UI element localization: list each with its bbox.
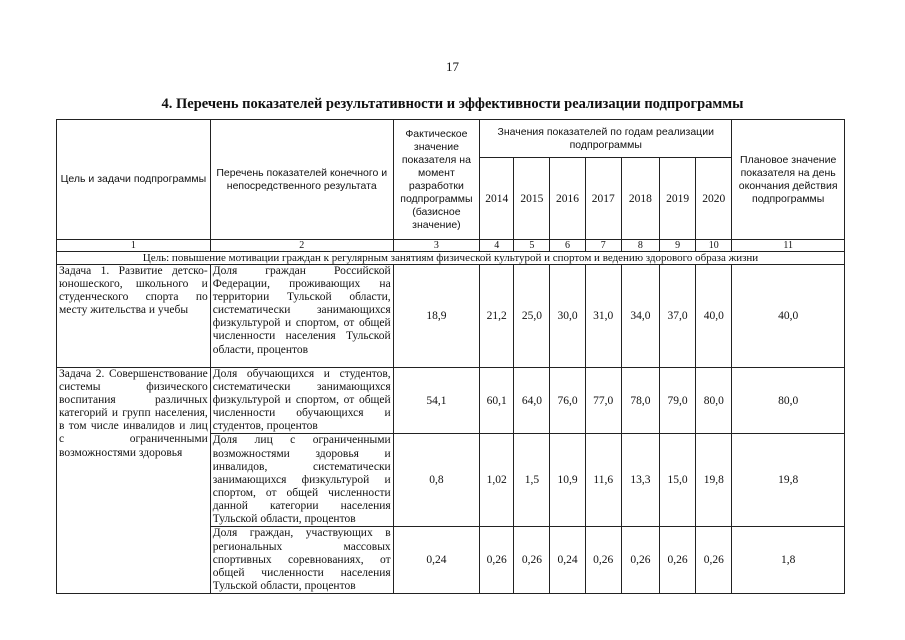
header-year: 2016 [550,158,585,240]
column-numbers-row [57,240,845,252]
header-year: 2019 [660,158,696,240]
column-number: 8 [621,240,659,252]
year-value-cell: 19,8 [696,434,732,527]
column-number: 6 [550,240,585,252]
year-value-cell: 77,0 [585,368,621,434]
header-actual-value: Фактическое значение показателя на момент разработки подпрограммы (базисное значение) [393,120,479,240]
table-row [57,265,845,368]
year-value-cell: 76,0 [550,368,585,434]
year-value-cell: 37,0 [660,265,696,368]
year-value-cell: 1,02 [480,434,514,527]
page-number: 17 [446,59,459,74]
actual-value-cell: 0,8 [393,434,479,527]
table-row [57,368,845,434]
year-value-cell: 25,0 [514,265,550,368]
planned-value-cell: 80,0 [732,368,845,434]
year-value-cell: 30,0 [550,265,585,368]
header-indicators: Перечень показателей конечного и непосредственного результата [210,120,393,240]
column-number: 3 [393,240,479,252]
year-value-cell: 1,5 [514,434,550,527]
indicator-cell: Доля обучающихся и студентов, систематически занимающихся физкультурой и спортом, от общей численности обучающихся и студентов, процентов [210,368,393,434]
column-number: 11 [732,240,845,252]
planned-value-cell: 19,8 [732,434,845,527]
year-value-cell: 0,26 [480,527,514,593]
header-planned-value: Плановое значение показателя на день окончания действия подпрограммы [732,120,845,240]
year-value-cell: 0,24 [550,527,585,593]
year-value-cell: 60,1 [480,368,514,434]
indicator-cell: Доля граждан, участвующих в региональных массовых спортивных соревнованиях, от общей численности населения Тульской области, процентов [210,527,393,593]
header-goal-tasks: Цель и задачи подпрограммы [57,120,211,240]
year-value-cell: 34,0 [621,265,659,368]
year-value-cell: 0,26 [660,527,696,593]
year-value-cell: 80,0 [696,368,732,434]
indicator-cell: Доля лиц с ограниченными возможностями здоровья и инвалидов, систематически занимающихся физкультурой и спортом, от общей численности данной категории населения Тульской области, процентов [210,434,393,527]
year-value-cell: 0,26 [514,527,550,593]
header-year: 2020 [696,158,732,240]
actual-value-cell: 54,1 [393,368,479,434]
year-value-cell: 78,0 [621,368,659,434]
goal-row: Цель: повышение мотивации граждан к регулярным занятиям физической культурой и спортом и ведению здорового образа жизни [57,252,845,265]
planned-value-cell: 1,8 [732,527,845,593]
year-value-cell: 40,0 [696,265,732,368]
year-value-cell: 31,0 [585,265,621,368]
header-year: 2018 [621,158,659,240]
year-value-cell: 0,26 [585,527,621,593]
indicators-table [56,119,845,594]
year-value-cell: 0,26 [696,527,732,593]
indicator-cell: Доля граждан Российской Федерации, проживающих на территории Тульской области, систематически занимающихся физкультурой и спортом, от общей численности населения Тульской области, процентов [210,265,393,368]
column-number: 9 [660,240,696,252]
planned-value-cell: 40,0 [732,265,845,368]
year-value-cell: 11,6 [585,434,621,527]
year-value-cell: 21,2 [480,265,514,368]
column-number: 10 [696,240,732,252]
header-year: 2015 [514,158,550,240]
actual-value-cell: 18,9 [393,265,479,368]
header-year: 2017 [585,158,621,240]
column-number: 4 [480,240,514,252]
year-value-cell: 79,0 [660,368,696,434]
task-cell: Задача 1. Развитие детско-юношеского, школьного и студенческого спорта по месту жительства и учебы [57,265,211,368]
year-value-cell: 64,0 [514,368,550,434]
year-value-cell: 13,3 [621,434,659,527]
column-number: 7 [585,240,621,252]
section-title: 4. Перечень показателей результативности и эффективности реализации подпрограммы [161,96,744,112]
header-year: 2014 [480,158,514,240]
actual-value-cell: 0,24 [393,527,479,593]
year-value-cell: 15,0 [660,434,696,527]
column-number: 2 [210,240,393,252]
year-value-cell: 0,26 [621,527,659,593]
year-value-cell: 10,9 [550,434,585,527]
header-years-group: Значения показателей по годам реализации подпрограммы [480,120,732,158]
column-number: 1 [57,240,211,252]
task-cell: Задача 2. Совершенствование системы физического воспитания различных категорий и групп населения, в том числе инвалидов и лиц с ограниченными возможностями здоровья [57,368,211,594]
column-number: 5 [514,240,550,252]
